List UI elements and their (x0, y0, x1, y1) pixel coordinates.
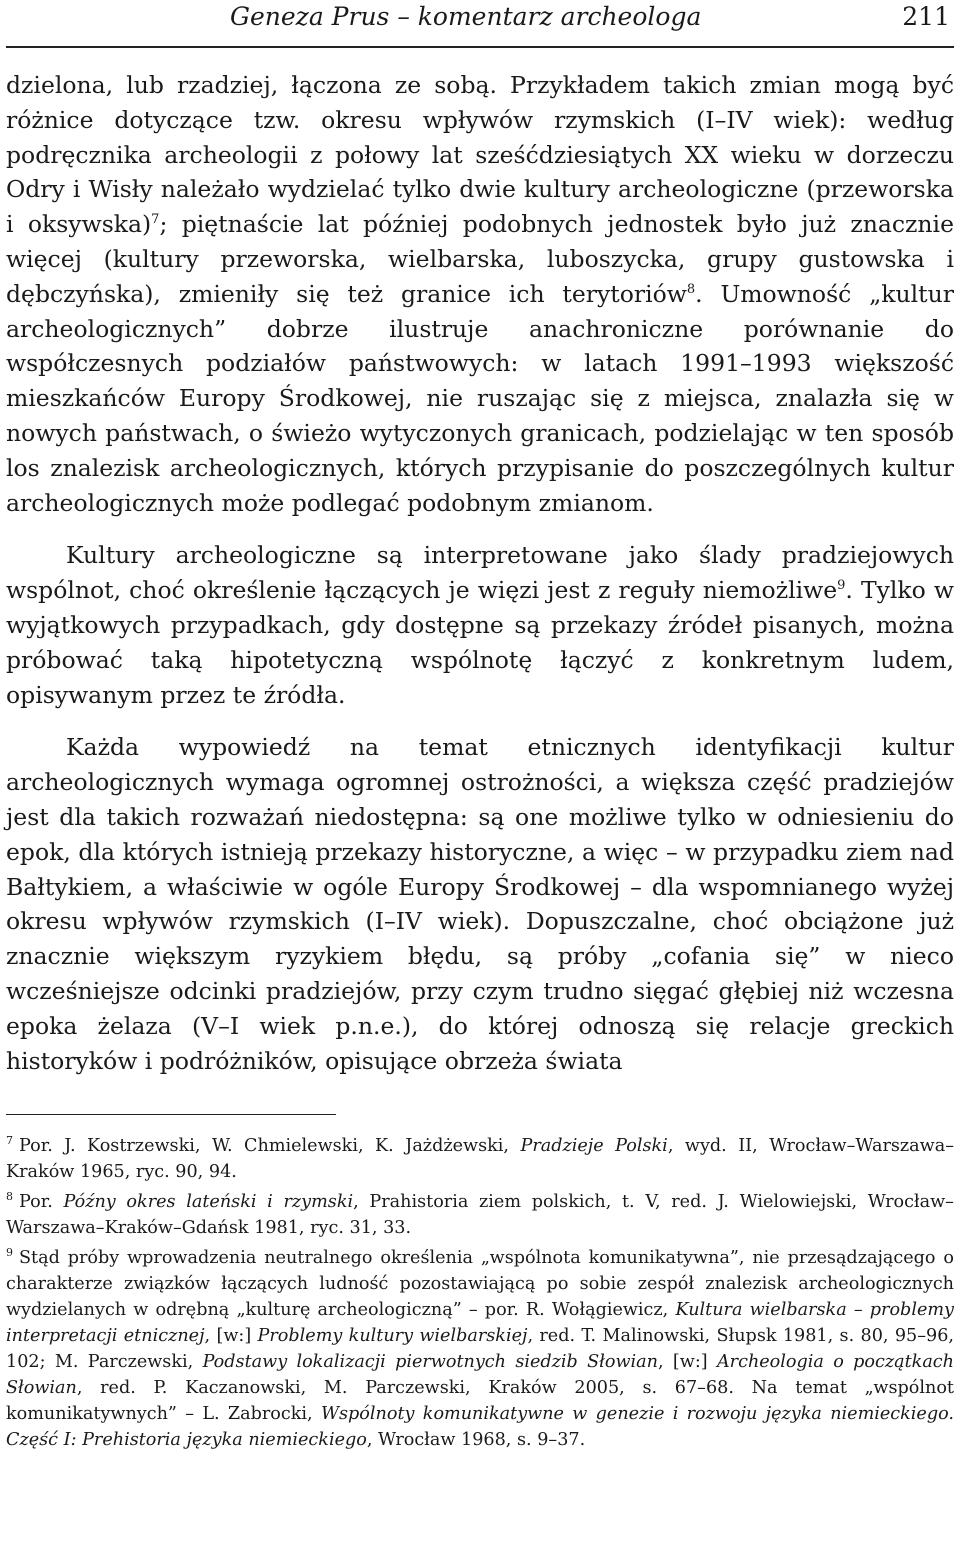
italic-title: Pradzieje Polski (520, 1136, 668, 1157)
page-number: 211 (902, 2, 950, 31)
text-run: . Tylko w wyjątkowych przypadkach, gdy dostępne są przekazy źródeł pisanych, można próbować taką hipotetyczną wspólnotę łączyć z konkretnym ludem, opisywanym przez te źródła. (6, 576, 954, 709)
paragraph (6, 730, 954, 1078)
italic-title: Archeologia o początkach Słowian (6, 1352, 954, 1399)
text-run: Por. J. Kostrzewski, W. Chmielewski, K. Jażdżewski, (19, 1136, 521, 1157)
footnote-reference: 7 (151, 212, 160, 228)
text-run: , [w:] (204, 1326, 258, 1347)
footnote-number: 9 (6, 1246, 13, 1260)
text-run: , red. P. Kaczanowski, M. Parczewski, Kraków 2005, s. 67–68. Na temat „wspólnot komunikatywnych” – L. Zabrocki, (6, 1378, 954, 1425)
paragraph (6, 68, 954, 520)
italic-title: Wspólnoty komunikatywne w genezie i rozwoju języka niemieckiego. Część I: Prehistoria języka niemieckiego (6, 1404, 954, 1451)
text-run: Każda wypowiedź na temat etnicznych identyfikacji kultur archeologicznych wymaga ogromnej ostrożności, a większa część pradziejów jest dla takich rozważań niedostępna: są one możliwe tylko w odniesieniu do epok, dla których istnieją przekazy historyczne, a więc – w przypadku ziem nad Bałtykiem, a właściwie w ogóle Europy Środkowej – dla wspomnianego wyżej okresu wpływów rzymskich (I–IV wiek). Dopuszczalne, choć obciążone już znacznie większym ryzykiem błędu, są próby „cofania się” w nieco wcześniejsze odcinki pradziejów, przy czym trudno sięgać głębiej niż wczesna epoka żelaza (V–I wiek p.n.e.), do której odnoszą się relacje greckich historyków i podróżników, opisujące obrzeża świata (6, 733, 954, 1075)
text-run: , Prahistoria ziem polskich, t. V, red. J. Wielowiejski, Wrocław–Warszawa–Kraków–Gdańsk 1981, ryc. 31, 33. (6, 1192, 954, 1239)
text-run: Kultury archeologiczne są interpretowane jako ślady pradziejowych wspólnot, choć określenie łączących je więzi jest z reguły niemożliwe (6, 541, 954, 605)
footnote-reference: 8 (686, 281, 696, 297)
footnotes (6, 1133, 954, 1453)
main-text (6, 68, 954, 1078)
footnote-number: 7 (6, 1134, 13, 1148)
footnote (6, 1189, 954, 1241)
footnote-separator (6, 1114, 336, 1115)
text-run: , [w:] (658, 1352, 717, 1373)
footnote-number: 8 (6, 1190, 13, 1204)
text-run: Por. (19, 1192, 64, 1213)
running-header (6, 0, 954, 48)
paragraph (6, 538, 954, 712)
text-run: Stąd próby wprowadzenia neutralnego określenia „wspólnota komunikatywna”, nie przesądzającego o charakterze związków łączących ludność pozostawiającą po sobie zespół znalezisk archeologicznych wydzielanych w odrębną „kulturę archeologiczną” – por. R. Wołągiewicz, (6, 1248, 954, 1321)
italic-title: Późny okres lateński i rzymski (63, 1192, 354, 1213)
text-run: . Umowność „kultur archeologicznych” dobrze ilustruje anachroniczne porównanie do współczesnych podziałów państwowych: w latach 1991–1993 większość mieszkańców Europy Środkowej, nie ruszając się z miejsca, znalazła się w nowych państwach, o świeżo wytyczonych granicach, podzielając w ten sposób los znalezisk archeologicznych, których przypisanie do poszczególnych kultur archeologicznych może podlegać podobnym zmianom. (6, 279, 954, 517)
text-run: , Wrocław 1968, s. 9–37. (366, 1430, 586, 1451)
text-run: dzielona, lub rzadziej, łączona ze sobą. Przykładem takich zmian mogą być różnice dotyczące tzw. okresu wpływów rzymskich (I–IV wiek): według podręcznika archeologii z połowy lat sześćdziesiątych XX wieku w dorzeczu Odry i Wisły należało wydzielać tylko dwie kultury archeologiczne (przeworska i oksywska) (6, 71, 954, 239)
italic-title: Podstawy lokalizacji pierwotnych siedzib Słowian (202, 1352, 658, 1373)
footnote (6, 1133, 954, 1185)
text-run: , wyd. II, Wrocław–Warszawa–Kraków 1965, ryc. 90, 94. (6, 1136, 954, 1183)
footnote (6, 1245, 954, 1453)
text-run: ; piętnaście lat później podobnych jednostek było już znacznie więcej (kultury przeworska, wielbarska, luboszycka, grupy gustowska i dębczyńska), zmieniły się też granice ich terytoriów (6, 210, 954, 308)
running-title: Geneza Prus – komentarz archeologa (230, 2, 702, 31)
italic-title: Problemy kultury wielbarskiej (257, 1326, 528, 1347)
footnote-reference: 9 (837, 578, 846, 594)
text-run: , red. T. Malinowski, Słupsk 1981, s. 80, 95–96, 102; M. Parczewski, (6, 1326, 955, 1373)
italic-title: Kultura wielbarska – problemy interpretacji etnicznej (6, 1300, 954, 1347)
